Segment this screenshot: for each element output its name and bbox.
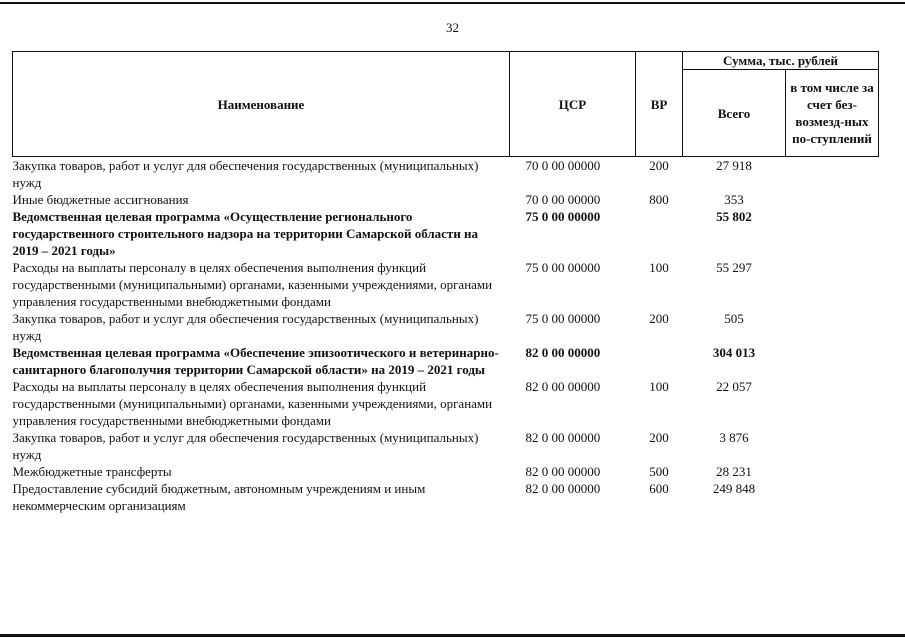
cell-name: Иные бюджетные ассигнования xyxy=(12,192,189,207)
cell-name: Закупка товаров, работ и услуг для обеспечения государственных (муниципальных) нужд xyxy=(12,311,479,343)
cell-free xyxy=(786,310,879,344)
cell-total: 55 297 xyxy=(716,260,752,275)
cell-csr: 75 0 00 00000 xyxy=(525,260,601,275)
table-row xyxy=(13,310,879,344)
cell-csr: 75 0 00 00000 xyxy=(525,311,601,326)
cell-total: 249 848 xyxy=(712,481,756,496)
table-row xyxy=(13,344,879,378)
table-row xyxy=(13,378,879,429)
cell-free xyxy=(786,157,879,192)
table-row xyxy=(13,429,879,463)
table-row xyxy=(13,463,879,480)
table-row xyxy=(13,208,879,259)
cell-name: Закупка товаров, работ и услуг для обеспечения государственных (муниципальных) нужд xyxy=(12,158,479,190)
cell-vr: 600 xyxy=(649,481,669,496)
cell-name: Расходы на выплаты персоналу в целях обеспечения выполнения функций государственными (муниципальными) органами, казенными учреждениями, органами управления государственными внебюджетными фондами xyxy=(12,260,493,309)
cell-name: Расходы на выплаты персоналу в целях обеспечения выполнения функций государственными (муниципальными) органами, казенными учреждениями, органами управления государственными внебюджетными фондами xyxy=(12,379,493,428)
cell-vr xyxy=(636,344,683,378)
header-csr: ЦСР xyxy=(510,52,636,157)
cell-csr: 75 0 00 00000 xyxy=(525,209,601,224)
header-sum: Сумма, тыс. рублей xyxy=(683,52,879,70)
cell-free xyxy=(786,480,879,514)
cell-csr: 82 0 00 00000 xyxy=(525,379,601,394)
cell-total: 505 xyxy=(724,311,744,326)
header-vr: ВР xyxy=(636,52,683,157)
cell-csr: 70 0 00 00000 xyxy=(525,192,601,207)
header-name: Наименование xyxy=(13,52,510,157)
cell-name: Межбюджетные трансферты xyxy=(12,464,172,479)
top-rule xyxy=(0,2,905,4)
cell-csr: 82 0 00 00000 xyxy=(525,464,601,479)
cell-name: Предоставление субсидий бюджетным, автономным учреждениям и иным некоммерческим организациям xyxy=(12,481,426,513)
cell-vr: 800 xyxy=(649,192,669,207)
table-body xyxy=(13,157,879,515)
cell-vr: 100 xyxy=(649,379,669,394)
header-free: в том числе за счет без-возмезд-ных по-ступлений xyxy=(786,70,879,157)
cell-vr: 200 xyxy=(649,430,669,445)
table-row xyxy=(13,480,879,514)
cell-vr: 200 xyxy=(649,311,669,326)
cell-total: 28 231 xyxy=(716,464,752,479)
cell-vr: 200 xyxy=(649,158,669,173)
cell-vr: 100 xyxy=(649,260,669,275)
cell-csr: 82 0 00 00000 xyxy=(525,345,601,360)
table-row xyxy=(13,191,879,208)
budget-table xyxy=(12,51,879,514)
cell-name: Ведомственная целевая программа «Осуществление регионального государственного строительного надзора на территории Самарской области на 2019 – 2021 годы» xyxy=(12,209,479,258)
cell-total: 3 876 xyxy=(719,430,749,445)
cell-free xyxy=(786,429,879,463)
cell-free xyxy=(786,208,879,259)
cell-total: 22 057 xyxy=(716,379,752,394)
cell-free xyxy=(786,259,879,310)
cell-vr xyxy=(636,208,683,259)
cell-name: Ведомственная целевая программа «Обеспечение эпизоотического и ветеринарно-санитарного благополучия территории Самарской области» на 2019 – 2021 годы xyxy=(12,345,499,377)
cell-vr: 500 xyxy=(649,464,669,479)
cell-csr: 82 0 00 00000 xyxy=(525,481,601,496)
page-number: 32 xyxy=(446,20,459,35)
cell-name: Закупка товаров, работ и услуг для обеспечения государственных (муниципальных) нужд xyxy=(12,430,479,462)
bottom-rule xyxy=(0,634,905,637)
cell-free xyxy=(786,344,879,378)
header-total: Всего xyxy=(683,70,786,157)
cell-total: 27 918 xyxy=(716,158,752,173)
cell-csr: 70 0 00 00000 xyxy=(525,158,601,173)
cell-free xyxy=(786,191,879,208)
cell-total: 353 xyxy=(724,192,744,207)
cell-free xyxy=(786,378,879,429)
table-row xyxy=(13,259,879,310)
table-row xyxy=(13,157,879,192)
cell-total: 55 802 xyxy=(716,209,752,224)
cell-csr: 82 0 00 00000 xyxy=(525,430,601,445)
cell-total: 304 013 xyxy=(712,345,756,360)
cell-free xyxy=(786,463,879,480)
